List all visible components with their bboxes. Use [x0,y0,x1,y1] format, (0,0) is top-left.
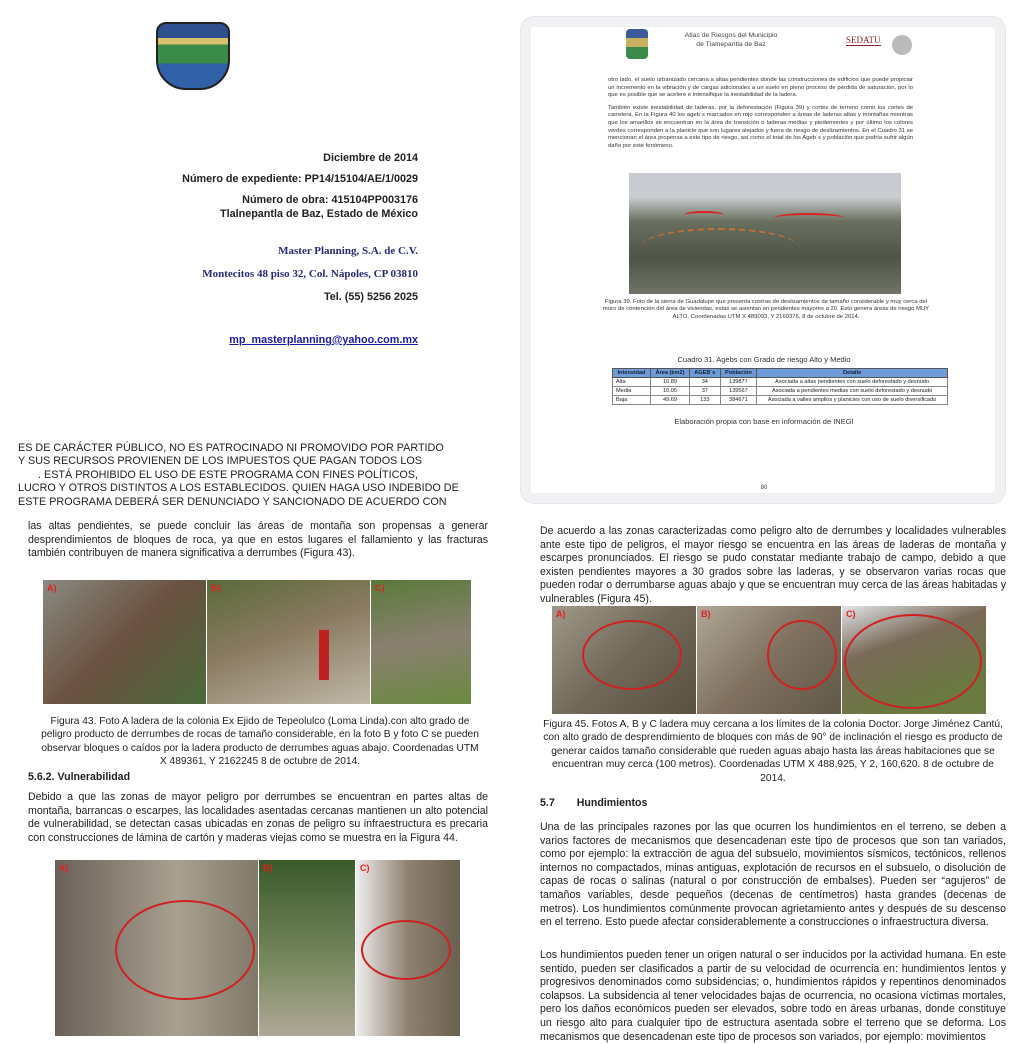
legal-line: LUCRO Y OTROS DISTINTOS A LOS ESTABLECIDOS. QUIEN HAGA USO INDEBIDO DE [18,482,459,495]
header-logo [626,29,648,59]
sedatu-logo: SEDATU [846,35,881,45]
figure-45-photo-b [697,606,841,714]
photo-label: A) [59,863,69,873]
heading-number: 5.7 [540,797,555,809]
cell: Asociada a pendientes medias con suelo deforestado y desnudo [757,387,948,396]
table-header: Población [720,369,757,378]
cell: Asociada a altas pendientes con suelo deforestado y desnudo [757,378,948,387]
municipal-logo [156,22,230,90]
cell: 139877 [720,378,757,387]
cell: Alta [613,378,651,387]
section-heading [540,797,647,809]
cover-expediente: Número de expediente: PP14/15104/AE/1/0029 [182,173,418,185]
page-number: 80 [760,485,768,491]
cover-obra: Número de obra: 415104PP003176 [242,194,418,206]
table-title: Cuadro 31. Agebs con Grado de riesgo Alto y Medio [677,355,851,364]
figure-43-photo-a [43,580,206,704]
cell: 384671 [720,396,757,405]
cell: 139567 [720,387,757,396]
table-row [613,378,948,387]
cell: Asociada a valles amplios y planicies con uso de suelo diversificado [757,396,948,405]
section-heading: 5.6.2. Vulnerabilidad [28,771,131,783]
legal-line: ES DE CARÁCTER PÚBLICO, NO ES PATROCINADO NI PROMOVIDO POR PARTIDO [18,442,444,454]
legal-line: . ESTÁ PROHIBIDO EL USO DE ESTE PROGRAMA CON FINES POLÍTICOS, [38,468,418,481]
figure-39-caption: Figura 39. Foto de la sierra de Guadalupe que presenta costras de deslizamientos de tamaño considerable y muy cerca del muro de contención del área de viviendas, estas se asientan en pendientes mayores a 20. Esto genera áreas de riesgo MUY ALTO. Coordenadas UTM X 489093, Y 2160376, 8 de octubre de 2014. [602,299,930,320]
table-header: Detalle [757,369,948,378]
table-header: AGEB´s [690,369,721,378]
legal-line: ESTE PROGRAMA DEBERÁ SER DENUNCIADO Y SANCIONADO DE ACUERDO CON [18,495,447,508]
right-page [520,512,1024,1043]
figure-45-photo-c [842,606,986,714]
table-source: Elaboración propia con base en información de INEGI [674,417,854,426]
figure-39-photo [629,173,901,294]
paragraph: De acuerdo a las zonas caracterizadas como peligro alto de derrumbes y localidades vulnerables ante este tipo de peligros, el mayor riesgo se encuentra en las áreas de laderas de montaña y escarpes pronunciados. El riesgo se pudo constatar mediante trabajo de campo, debido a que existen pendientes mayores a 30 grados sobre las laderas, y se observaron varias rocas que pueden rodar o derrumbarse aguas abajo y que se encuentran muy cerca de las áreas habitadas y vulnerables (Figura 45). [540,525,1006,605]
photo-label: A) [556,609,566,619]
legal-line: Y SUS RECURSOS PROVIENEN DE LOS IMPUESTOS QUE PAGAN TODOS LOS [18,455,422,468]
photo-label: A) [47,583,57,593]
photo-label: C) [360,863,370,873]
paragraph: También existe inestabilidad de laderas, por la deforestación (Figura 39) y cortes de terreno como los cortes de carretera. En la Figura 40 los ageb´s marcados en rojo corresponden a áreas de laderas altas y montañas mientras que los amarillos se encuentran en la área de transición o laderas medias y piedemontes y por último los colores verdes corresponden a la planicie que son lugares alejados y fuera de riesgo de deslizamientos. En el Cuadro 31 se mencionan el área propensa a este tipo de riesgo, así como el total de los Ageb´s y población que podría sufrir algún daño por este fenómeno. [608,104,913,149]
paragraph: Una de las principales razones por las que ocurren los hundimientos en el terreno, se deben a varios factores de mecanismos que desencadenan este tipo de procesos que son tan variados, como por ejemplo: la extracción de agua del subsuelo, movimientos sísmicos, tectónicos, rellenos internos no compactados, minas antiguas, explotación de recursos en el subsuelo, o disolución de capas de rocas o salinas (natural o por construcción de embalses). Pueden ser “agujeros” de tamaños variables, desde pequeños (decenas de centímetros) hasta grandes (decenas de metros). Los hundimientos comúnmente provocan agrietamiento antes y después de su descenso en el terreno. Esto puede afectar considerablemente a construcciones o infraestructura diversa. [540,821,1006,929]
figure-44-photo-a [55,860,258,1036]
company-name: Master Planning, S.A. de C.V. [278,245,418,257]
paragraph: las altas pendientes, se puede concluir las áreas de montaña son propensas a generar desprendimientos de bloques de roca, ya que en estos lugares el fallamiento y las fracturas también contribuyen de manera significativa a derrumbes (Figura 43). [28,520,488,560]
cell: Media [613,387,651,396]
figure-44-photo-c [356,860,460,1036]
company-tel: Tel. (55) 5256 2025 [323,291,418,303]
cell: 37 [690,387,721,396]
cover-page [0,0,512,512]
cell: Baja [613,396,651,405]
page-header-title: Atlas de Riesgos del Municipio de Tlalnepantla de Baz [684,32,778,48]
figure-45-caption: Figura 45. Fotos A, B y C ladera muy cercana a los límites de la colonia Doctor. Jorge Jiménez Cantú, con alto grado de desprendimiento de bloques con más de 90° de inclinación el riesgo es producto de generar caídos tamaño considerable que rueden aguas abajo hasta las áreas habitaciones que se encuentran muy cerca (100 metros). Coordenadas UTM X 488,925, Y 2, 160,620. 8 de octubre de 2014. [543,719,1003,784]
mexico-seal-icon [892,35,912,55]
figure-45-photo-a [552,606,696,714]
table-header: Área (km2) [651,369,690,378]
photo-label: C) [375,583,385,593]
company-email-link[interactable]: mp_masterplanning@yahoo.com.mx [229,334,418,346]
company-address: Montecitos 48 piso 32, Col. Nápoles, CP 03810 [202,268,418,280]
figure-43-photo-b [207,580,370,704]
cell: 49.69 [651,396,690,405]
table-header: Intensidad [613,369,651,378]
figure-44-photo-b [259,860,355,1036]
heading-title: Hundimientos [576,797,648,809]
left-page [0,512,512,1024]
photo-label: B) [263,863,273,873]
cover-place: Tlalnepantla de Baz, Estado de México [220,208,418,220]
page-80-card [520,16,1006,504]
agebs-risk-table [612,368,948,405]
cover-date: Diciembre de 2014 [323,152,418,164]
cell: 10.05 [651,387,690,396]
photo-label: B) [211,583,221,593]
photo-label: B) [701,609,711,619]
cell: 133 [690,396,721,405]
table-row [613,396,948,405]
cell: 10.89 [651,378,690,387]
paragraph: otro lado, el suelo urbanizado cercana a altas pendientes donde las construcciones de edificios que puede propiciar un incremento en la vibración y de cargas adicionales a un suelo en pleno proceso de pérdida de saturación, por lo que es posible que se acelere e intensifique la inestabilidad de la ladera. [608,77,913,99]
figure-43-photo-c [371,580,471,704]
photo-label: C) [846,609,856,619]
table-row [613,387,948,396]
paragraph: Los hundimientos pueden tener un origen natural o ser inducidos por la actividad humana. En este sentido, pueden ser clasificados a partir de su velocidad de ocurrencia en: hundimientos lentos y progresivos denominados como subsidencias; o, hundimientos rápidos y repentinos denominados colapsos. La subsidencia al tener velocidades bajas de ocurrencia, no ocasiona víctimas mortales, pero los daños económicos pueden ser elevados, sobre todo en áreas urbanas, donde constituye un riesgo alto para cualquier tipo de estructura asentada sobre el terreno que se deforma. Los mecanismos que desencadenan este tipo de procesos son variados, por ejemplo: movimientos [540,949,1006,1043]
cell: 34 [690,378,721,387]
figure-43-caption: Figura 43. Foto A ladera de la colonia Ex Ejido de Tepeolulco (Loma Linda).con alto grado de peligro producto de derrumbes de rocas de tamaño considerable, en la foto B y foto C se pueden observar bloques o caídos por la ladera producto de derrumbes aguas abajo. Coordenadas UTM X 489361, Y 2162245 8 de octubre de 2014. [41,716,479,768]
paragraph: Debido a que las zonas de mayor peligro por derrumbes se encuentran en partes altas de montaña, barrancas o escarpes, las localidades asentadas cercanas mantienen un alto potencial de vulnerabilidad, se detectan casas ubicadas en zonas de peligro su infraestructura es precaria con construcciones de lámina de cartón y maderas viejas como se muestra en la Figura 44. [28,791,488,844]
